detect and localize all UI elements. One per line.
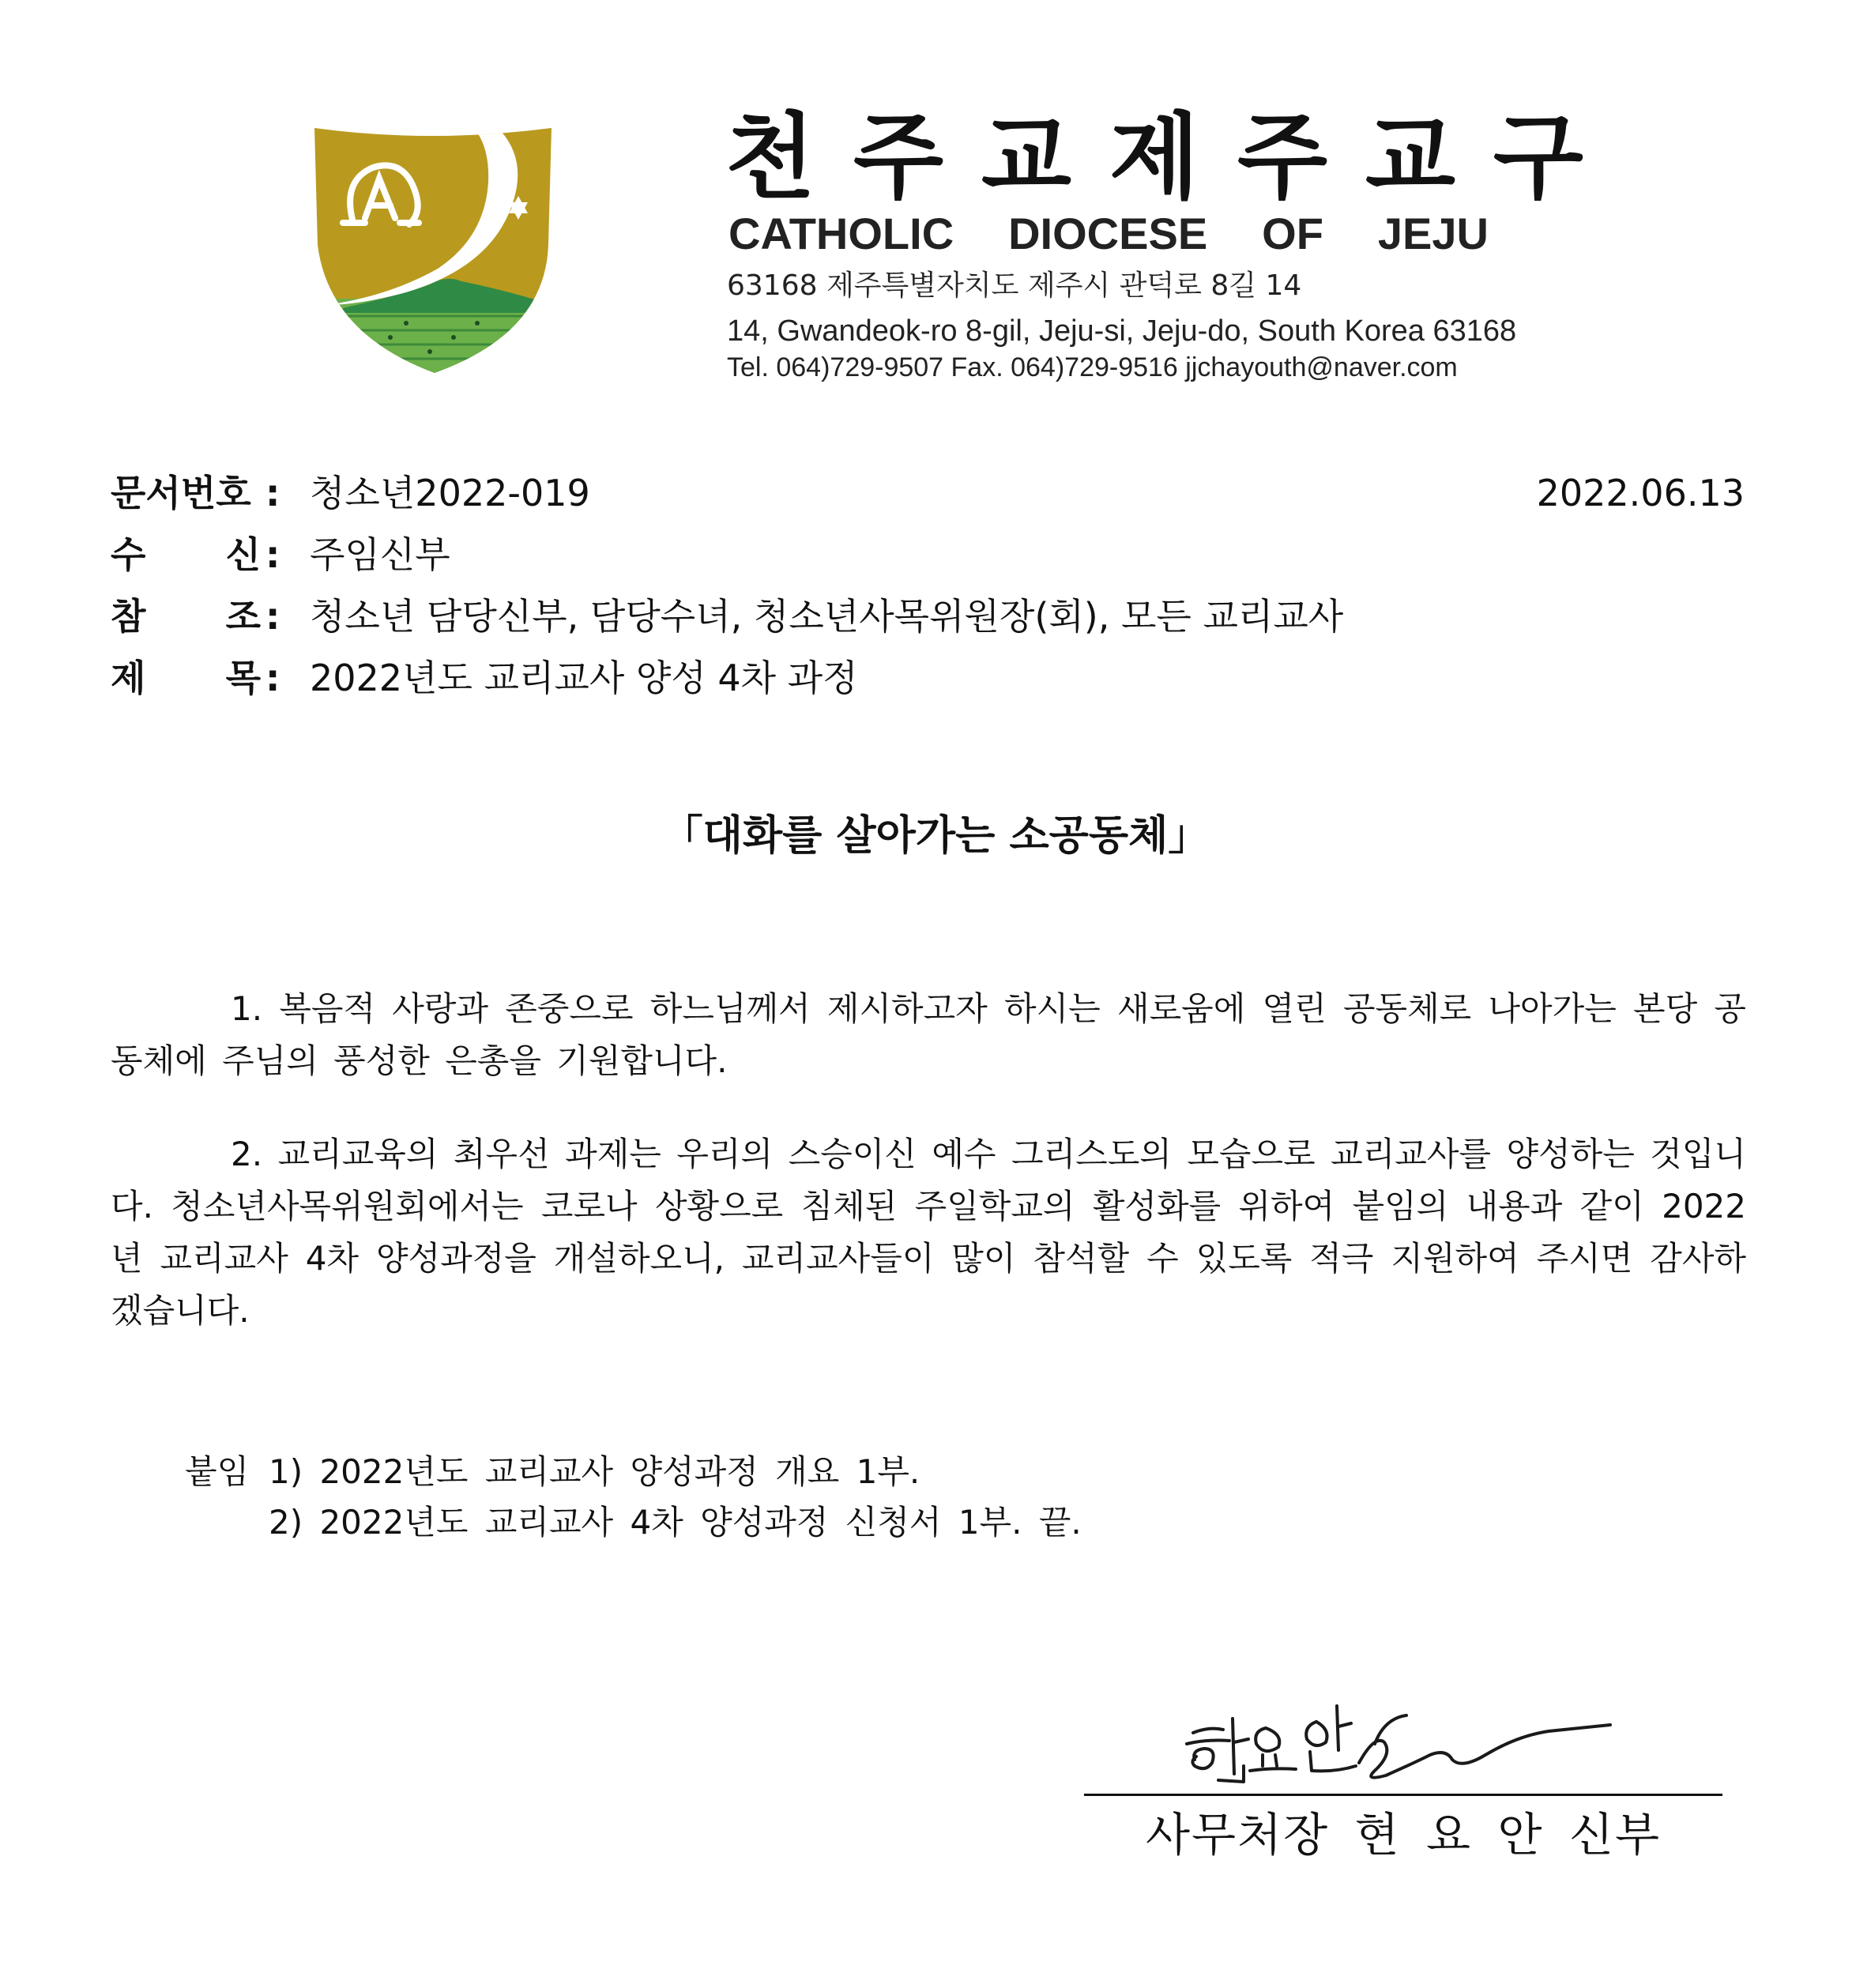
org-en-word: CATHOLIC xyxy=(728,209,954,258)
document-title: 「대화를 살아가는 소공동체」 xyxy=(661,812,1210,860)
field-colon: : xyxy=(265,533,280,576)
reference: 청소년 담당신부, 담당수녀, 청소년사목위원장(회), 모든 교리교사 xyxy=(310,595,1344,638)
recipient: 주임신부 xyxy=(310,533,450,576)
field-colon: : xyxy=(265,657,280,699)
contact-info: Tel. 064)729-9507 Fax. 064)729-9516 jjchayouth@naver.com xyxy=(727,352,1458,382)
document-number: 청소년2022-019 xyxy=(310,472,590,514)
org-en-word: DIOCESE xyxy=(1008,209,1208,258)
organization-name-korean: 천주교제주교구 xyxy=(725,103,1621,212)
label-char: 조 xyxy=(225,595,261,638)
org-en-word: OF xyxy=(1262,209,1323,258)
doc-number-label: 문서번호 xyxy=(111,472,251,514)
document-date: 2022.06.13 xyxy=(1536,472,1745,514)
label-char: 목 xyxy=(225,657,261,699)
attachment-item: 1) 2022년도 교리교사 양성과정 개요 1부. xyxy=(269,1452,920,1491)
diocese-coat-of-arms-icon xyxy=(311,126,555,375)
field-colon: : xyxy=(265,472,280,514)
handwritten-signature xyxy=(1177,1687,1620,1798)
field-label xyxy=(111,469,278,517)
attachment-item: 2) 2022년도 교리교사 4차 양성과정 신청서 1부. 끝. xyxy=(269,1503,1082,1542)
body-paragraph-2: 2. 교리교육의 최우선 과제는 우리의 스승이신 예수 그리스도의 모습으로 교리교사를 양성하는 것입니다. 청소년사목위원회에서는 코로나 상황으로 침체된 주일학교의 활성화를 위하여 붙임의 내용과 같이 2022년 교리교사 4차 양성과정을 개설하오니, 교리교사들이 많이 참석할 수 있도록 적극 지원하여 주시면 감사하겠습니다. xyxy=(111,1135,1746,1330)
signer-name: 사무처장 현 요 안 신부 xyxy=(1146,1808,1661,1862)
org-en-word: JEJU xyxy=(1377,209,1489,258)
attachments-label: 붙임 xyxy=(185,1452,250,1491)
address-korean: 63168 제주특별자치도 제주시 관덕로 8길 14 xyxy=(727,269,1302,302)
organization-name-english xyxy=(728,209,1489,258)
field-label xyxy=(111,654,261,702)
label-char: 신 xyxy=(225,533,261,576)
signature-line xyxy=(1084,1794,1722,1796)
label-char: 제 xyxy=(111,657,146,699)
field-colon: : xyxy=(265,595,280,638)
label-char: 참 xyxy=(111,595,146,638)
subject: 2022년도 교리교사 양성 4차 과정 xyxy=(310,657,858,699)
label-char: 수 xyxy=(111,533,146,576)
body-paragraph-1: 1. 복음적 사랑과 존중으로 하느님께서 제시하고자 하시는 새로움에 열린 공동체로 나아가는 본당 공동체에 주님의 풍성한 은총을 기원합니다. xyxy=(111,989,1746,1080)
field-label xyxy=(111,531,261,578)
field-label xyxy=(111,593,261,640)
address-english: 14, Gwandeok-ro 8-gil, Jeju-si, Jeju-do, South Korea 63168 xyxy=(727,314,1517,348)
